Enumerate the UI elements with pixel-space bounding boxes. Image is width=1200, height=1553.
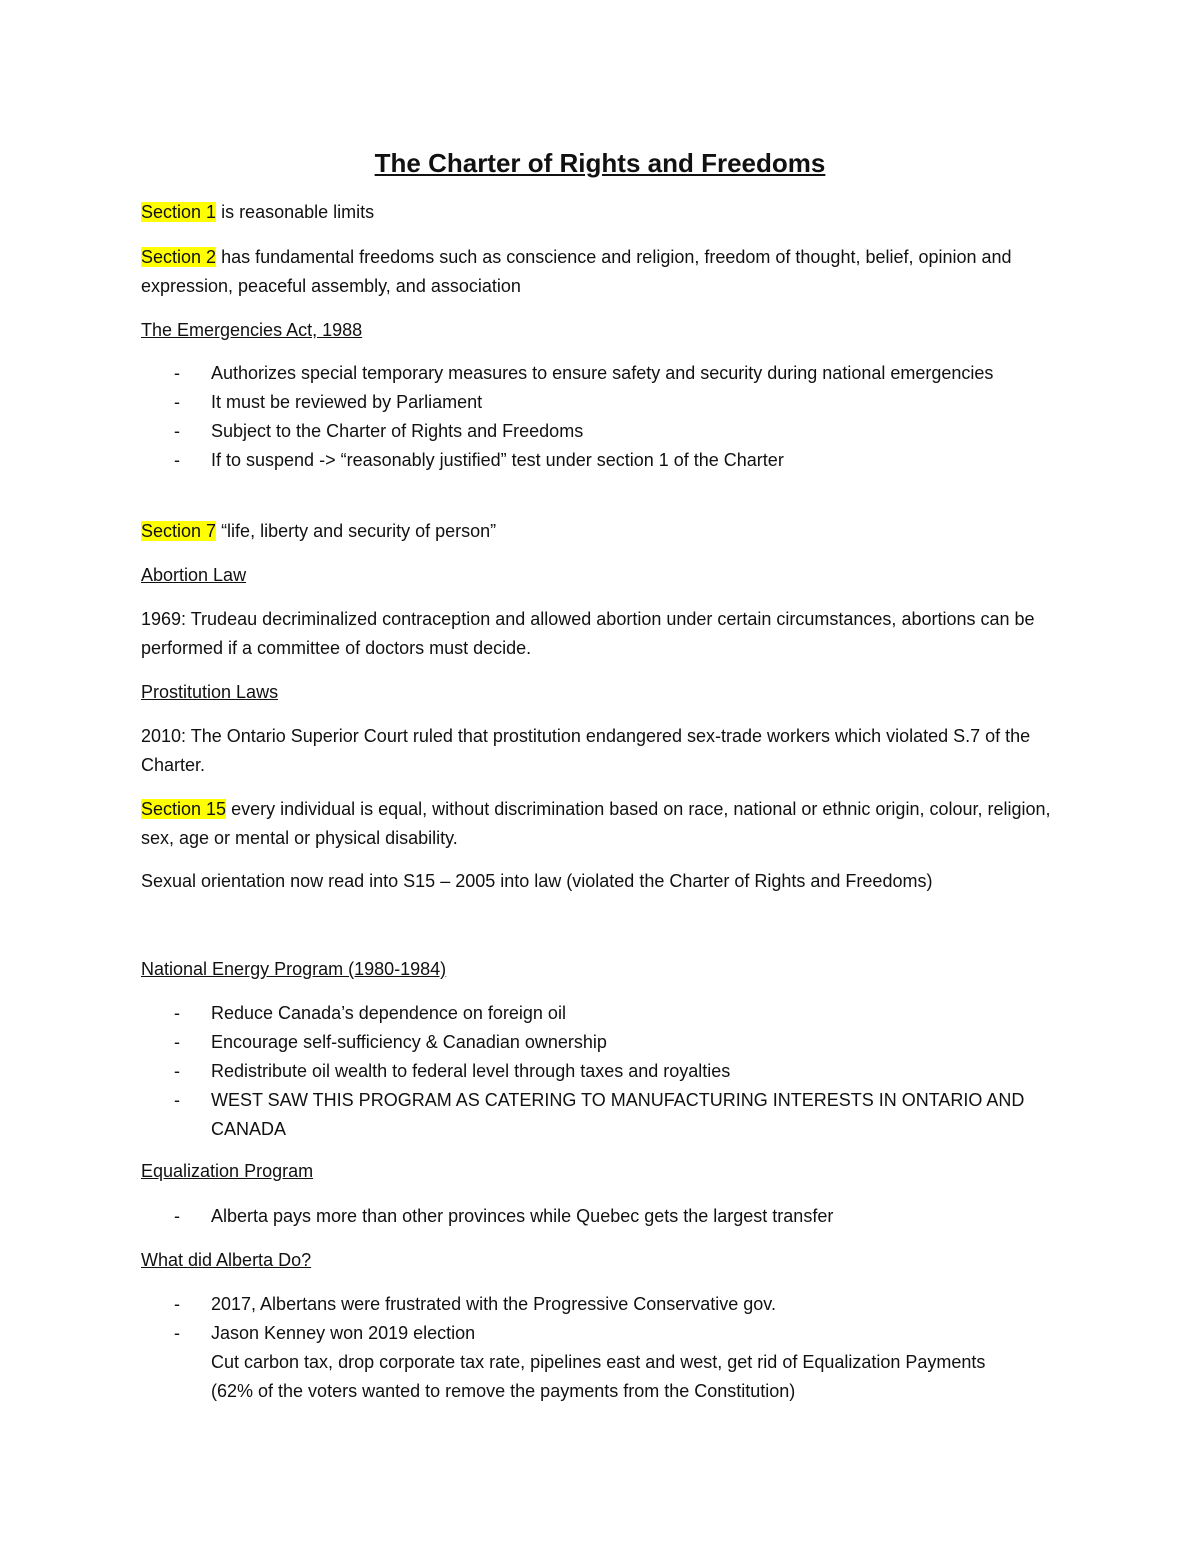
emergencies-act-list: [141, 359, 1061, 475]
page-title: The Charter of Rights and Freedoms: [374, 148, 826, 178]
equalization-program-heading: Equalization Program: [141, 1161, 314, 1181]
list-item: - It must be reviewed by Parliament: [141, 388, 1061, 417]
section-7-paragraph: [141, 517, 1061, 546]
section-2-label: Section 2: [141, 247, 217, 267]
list-item: - Redistribute oil wealth to federal level through taxes and royalties: [141, 1057, 1061, 1086]
section-15-text: every individual is equal, without discrimination based on race, national or ethnic origin, colour, religion, sex, age or mental or physical disability.: [141, 799, 1051, 848]
list-item: - Alberta pays more than other provinces while Quebec gets the largest transfer: [141, 1202, 1061, 1231]
list-item: - Reduce Canada’s dependence on foreign oil: [141, 999, 1061, 1028]
abortion-law-text: 1969: Trudeau decriminalized contraception and allowed abortion under certain circumstances, abortions can be performed if a committee of doctors must decide.: [141, 609, 1035, 658]
section-1-paragraph: [141, 198, 1061, 227]
abortion-law-heading: Abortion Law: [141, 565, 247, 585]
section-7-label: Section 7: [141, 521, 217, 541]
section-2-paragraph: [141, 243, 1061, 301]
what-did-alberta-do-heading: What did Alberta Do?: [141, 1250, 312, 1270]
prostitution-laws-heading: Prostitution Laws: [141, 682, 279, 702]
section-15-label: Section 15: [141, 799, 227, 819]
list-item: - WEST SAW THIS PROGRAM AS CATERING TO MANUFACTURING INTERESTS IN ONTARIO AND CANADA: [141, 1086, 1061, 1144]
list-item: - Subject to the Charter of Rights and Freedoms: [141, 417, 1061, 446]
equalization-program-list: [141, 1202, 1061, 1231]
section-15-paragraph: [141, 795, 1061, 853]
alberta-list: [141, 1290, 1061, 1406]
list-item-line: - Jason Kenney won 2019 election: [211, 1323, 476, 1343]
list-item: - Encourage self-sufficiency & Canadian ownership: [141, 1028, 1061, 1057]
national-energy-program-heading: National Energy Program (1980-1984): [141, 959, 447, 979]
list-item-line: (62% of the voters wanted to remove the payments from the Constitution): [211, 1381, 796, 1401]
section-7-text: “life, liberty and security of person”: [216, 521, 497, 541]
section-1-text: is reasonable limits: [216, 202, 375, 222]
national-energy-program-list: [141, 999, 1061, 1144]
section-2-text: has fundamental freedoms such as conscience and religion, freedom of thought, belief, opinion and expression, peaceful assembly, and association: [141, 247, 1012, 296]
list-item-line: Cut carbon tax, drop corporate tax rate, pipelines east and west, get rid of Equalization Payments: [211, 1352, 986, 1372]
list-item: - 2017, Albertans were frustrated with the Progressive Conservative gov.: [141, 1290, 1061, 1319]
sexual-orientation-text: Sexual orientation now read into S15 – 2005 into law (violated the Charter of Rights and Freedoms): [141, 871, 933, 891]
list-item: - Authorizes special temporary measures to ensure safety and security during national emergencies: [141, 359, 1061, 388]
section-1-label: Section 1: [141, 202, 217, 222]
prostitution-laws-text: 2010: The Ontario Superior Court ruled that prostitution endangered sex-trade workers which violated S.7 of the Charter.: [141, 726, 1031, 775]
list-item: - If to suspend -> “reasonably justified” test under section 1 of the Charter: [141, 446, 1061, 475]
emergencies-act-heading: The Emergencies Act, 1988: [141, 320, 363, 340]
list-item: [141, 1319, 1061, 1406]
